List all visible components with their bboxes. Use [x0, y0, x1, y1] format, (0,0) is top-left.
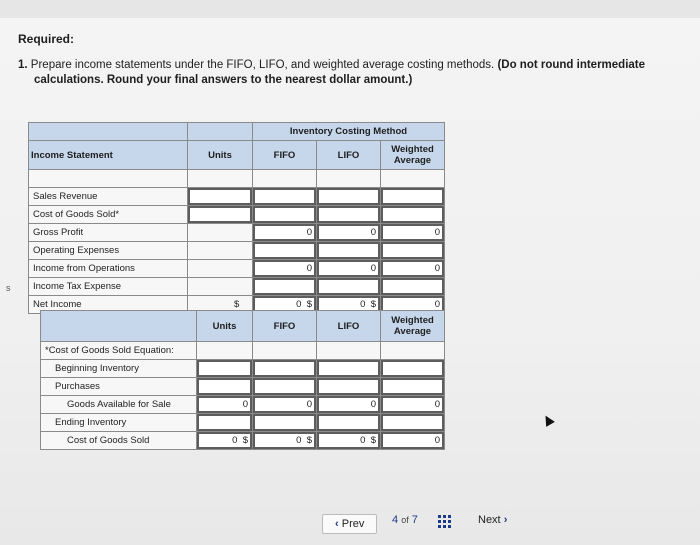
empty-cell: [188, 278, 253, 296]
tax-lifo-input[interactable]: [317, 278, 381, 296]
purchases-units-input[interactable]: [197, 378, 253, 396]
row-label: Operating Expenses: [29, 242, 188, 260]
purchases-weighted-input[interactable]: [381, 378, 445, 396]
spacer-cell: [381, 170, 445, 188]
table-row: [29, 278, 445, 296]
gafs-fifo: 0: [253, 396, 317, 414]
gafs-weighted: 0: [381, 396, 445, 414]
beg-inv-lifo-input[interactable]: [317, 360, 381, 378]
gross-profit-lifo: 0: [317, 224, 381, 242]
required-heading: Required:: [18, 32, 75, 46]
tax-weighted-input[interactable]: [381, 278, 445, 296]
table-row: [29, 206, 445, 224]
row-label: Goods Available for Sale: [41, 396, 197, 414]
empty-cell: [197, 342, 253, 360]
income-ops-fifo: 0: [253, 260, 317, 278]
empty-cell: [188, 260, 253, 278]
table-row: [41, 360, 445, 378]
question-body: Prepare income statements under the FIFO, LIFO, and weighted average costing methods.: [30, 59, 495, 71]
weighted-header: Weighted Average: [381, 141, 445, 170]
row-label: Income from Operations: [29, 260, 188, 278]
page-current: 4: [392, 514, 399, 526]
question-note-2: calculations. Round your final answers to the nearest dollar amount.): [34, 74, 413, 86]
mouse-cursor-icon: [541, 413, 555, 427]
weighted-header-2: Weighted Average: [381, 311, 445, 342]
empty-cell: [188, 224, 253, 242]
lifo-header: LIFO: [317, 141, 381, 170]
end-inv-weighted-input[interactable]: [381, 414, 445, 432]
fifo-header: FIFO: [253, 141, 317, 170]
page-total: 7: [411, 514, 418, 526]
cogs-lifo: [317, 432, 381, 450]
cogs-lifo-value: 0: [360, 435, 366, 446]
table-row: [41, 378, 445, 396]
sales-weighted-input[interactable]: [381, 188, 445, 206]
gafs-lifo: 0: [317, 396, 381, 414]
net-income-fifo-value: 0: [296, 299, 302, 310]
row-label: Gross Profit: [29, 224, 188, 242]
spacer-cell: [188, 170, 253, 188]
chevron-right-icon: ›: [503, 514, 508, 526]
question-note-1: (Do not round intermediate: [497, 59, 646, 71]
currency-symbol: $: [242, 435, 248, 446]
page-indicator: [392, 514, 418, 526]
beg-inv-units-input[interactable]: [197, 360, 253, 378]
page-of: of: [401, 515, 409, 525]
opex-weighted-input[interactable]: [381, 242, 445, 260]
row-label: Sales Revenue: [29, 188, 188, 206]
table-row: [41, 396, 445, 414]
top-bar: [0, 0, 700, 18]
income-statement-header: Income Statement: [29, 141, 188, 170]
net-income-lifo-value: 0: [360, 299, 366, 310]
next-label: Next: [478, 514, 501, 526]
currency-symbol: $: [306, 299, 312, 310]
cogs-units-input[interactable]: [188, 206, 253, 224]
table-row: [29, 188, 445, 206]
opex-fifo-input[interactable]: [253, 242, 317, 260]
currency-symbol: $: [370, 299, 376, 310]
lifo-header-2: LIFO: [317, 311, 381, 342]
cogs-weighted-input[interactable]: [381, 206, 445, 224]
table-row: [29, 242, 445, 260]
beg-inv-fifo-input[interactable]: [253, 360, 317, 378]
row-label: *Cost of Goods Sold Equation:: [41, 342, 197, 360]
margin-mark: s: [6, 283, 11, 293]
gross-profit-weighted: 0: [381, 224, 445, 242]
end-inv-fifo-input[interactable]: [253, 414, 317, 432]
cogs-units: [197, 432, 253, 450]
row-label: Ending Inventory: [41, 414, 197, 432]
sales-units-input[interactable]: [188, 188, 253, 206]
cogs-units-value: 0: [232, 435, 238, 446]
grid-icon[interactable]: [438, 515, 452, 529]
table-row: [29, 224, 445, 242]
spacer-cell: [317, 170, 381, 188]
income-ops-weighted: 0: [381, 260, 445, 278]
income-statement-table: [28, 122, 445, 314]
empty-cell: [253, 342, 317, 360]
empty-cell: [381, 342, 445, 360]
table-row: [41, 432, 445, 450]
row-label: Income Tax Expense: [29, 278, 188, 296]
row-label: Net Income: [29, 296, 188, 314]
cogs-lifo-input[interactable]: [317, 206, 381, 224]
row-label: Cost of Goods Sold: [41, 432, 197, 450]
fifo-header-2: FIFO: [253, 311, 317, 342]
currency-symbol: $: [306, 435, 312, 446]
end-inv-units-input[interactable]: [197, 414, 253, 432]
inventory-method-header: Inventory Costing Method: [253, 123, 445, 141]
blank-header: [29, 123, 188, 141]
blank-header: [188, 123, 253, 141]
purchases-fifo-input[interactable]: [253, 378, 317, 396]
currency-symbol: $: [370, 435, 376, 446]
tax-fifo-input[interactable]: [253, 278, 317, 296]
units-header-2: Units: [197, 311, 253, 342]
gross-profit-fifo: 0: [253, 224, 317, 242]
sales-lifo-input[interactable]: [317, 188, 381, 206]
prev-label: Prev: [341, 518, 365, 530]
table-row: [29, 260, 445, 278]
empty-cell: [188, 242, 253, 260]
prev-button[interactable]: [322, 514, 377, 534]
opex-lifo-input[interactable]: [317, 242, 381, 260]
purchases-lifo-input[interactable]: [317, 378, 381, 396]
spacer-cell: [29, 170, 188, 188]
chevron-left-icon: ‹: [335, 518, 339, 530]
spacer-cell: [253, 170, 317, 188]
sales-fifo-input[interactable]: [253, 188, 317, 206]
row-label: Cost of Goods Sold*: [29, 206, 188, 224]
question-text: [18, 58, 688, 88]
cogs-fifo-value: 0: [296, 435, 302, 446]
units-header: Units: [188, 141, 253, 170]
cogs-fifo: [253, 432, 317, 450]
blank-header: [41, 311, 197, 342]
row-label: Purchases: [41, 378, 197, 396]
beg-inv-weighted-input[interactable]: [381, 360, 445, 378]
next-button[interactable]: [478, 514, 507, 526]
income-ops-lifo: 0: [317, 260, 381, 278]
end-inv-lifo-input[interactable]: [317, 414, 381, 432]
cogs-equation-table: [40, 310, 445, 450]
table-row: [41, 342, 445, 360]
row-label: Beginning Inventory: [41, 360, 197, 378]
currency-symbol: $: [234, 299, 240, 310]
cogs-fifo-input[interactable]: [253, 206, 317, 224]
empty-cell: [317, 342, 381, 360]
question-number: 1.: [18, 59, 28, 71]
net-income-weighted: 0: [381, 296, 445, 314]
table-row: [41, 414, 445, 432]
cogs-weighted: 0: [381, 432, 445, 450]
gafs-units: 0: [197, 396, 253, 414]
